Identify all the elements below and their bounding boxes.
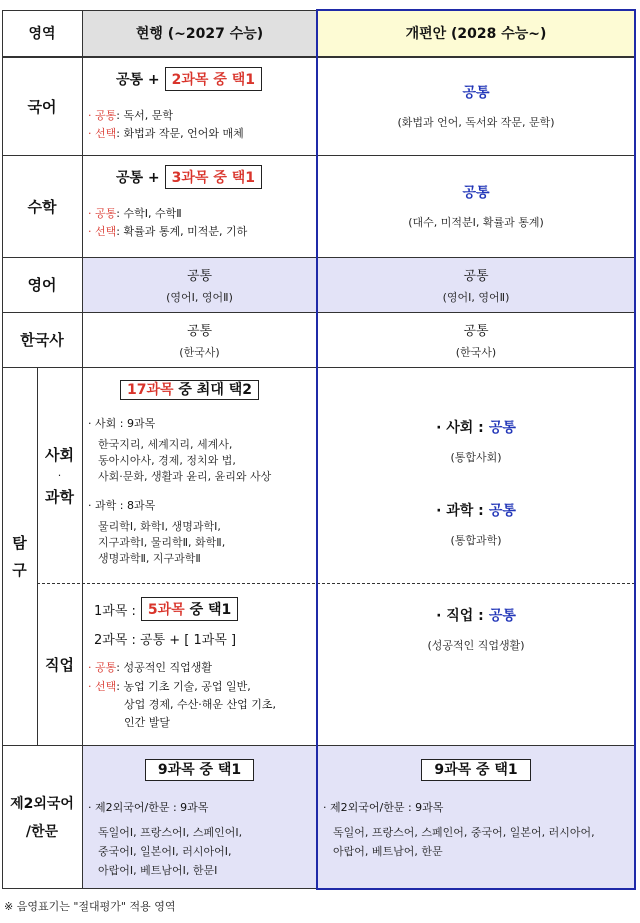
- foreign-cur-list: 독일어Ⅰ, 프랑스어Ⅰ, 스페인어Ⅰ, 중국어Ⅰ, 일본어Ⅰ, 러시아어Ⅰ, 아랍어Ⅰ, 베트남어Ⅰ, 한문Ⅰ: [98, 826, 243, 877]
- area-math-label: 수학: [27, 197, 57, 216]
- math-new-title: 공통: [462, 185, 490, 201]
- area-foreign-line1: 제2외국어: [10, 795, 74, 812]
- korean-cur-prefix: 공통 +: [116, 72, 160, 88]
- foreign-current: [82, 745, 317, 888]
- voc-line2: 2과목 : 공통 + [ 1과목 ]: [94, 633, 237, 648]
- header-area: [2, 10, 82, 56]
- math-current: [82, 155, 317, 257]
- english-reform: [317, 257, 635, 312]
- english-cur-sub: (영어Ⅰ, 영어Ⅱ): [166, 290, 233, 304]
- inquiry-socsci-current: [82, 367, 317, 583]
- area-foreign-line2: /한문: [25, 823, 59, 840]
- header-area-label: 영역: [28, 26, 56, 42]
- math-new-sub: (대수, 미적분Ⅰ, 확률과 통계): [408, 216, 544, 229]
- english-new-sub: (영어Ⅰ, 영어Ⅱ): [442, 290, 510, 304]
- social-head: · 사회 : 9과목: [88, 417, 156, 430]
- math-cur-choice-box: 3과목 중 택1: [165, 165, 262, 189]
- korean-cur-choice-box: 2과목 중 택1: [165, 67, 262, 91]
- voc-select-line2: 상업 경제, 수산·해운 산업 기초,: [124, 698, 276, 711]
- korean-cur-common: · 공통: 독서, 문학: [88, 109, 173, 122]
- foreign-new-head: · 제2외국어/한문 : 9과목: [323, 801, 444, 814]
- area-inquiry: [2, 367, 37, 745]
- korean-new-title: 공통: [462, 85, 490, 101]
- inquiry-voc-current: [82, 583, 317, 745]
- area-inquiry-line1: 탐: [12, 534, 27, 552]
- science-list: 물리학Ⅰ, 화학Ⅰ, 생명과학Ⅰ, 지구과학Ⅰ, 물리학Ⅱ, 화학Ⅱ, 생명과학Ⅱ, 지구과학Ⅱ: [98, 520, 226, 565]
- korean-reform: [317, 57, 635, 155]
- foreign-cur-head: · 제2외국어/한문 : 9과목: [88, 801, 209, 814]
- history-current: [82, 312, 317, 367]
- history-cur-title: 공통: [186, 323, 213, 339]
- inquiry-cur-choice-box: 17과목 중 최대 택2: [120, 380, 259, 400]
- english-current: [82, 257, 317, 312]
- area-history: [2, 312, 82, 367]
- foreign-new-list: 독일어, 프랑스어, 스페인어, 중국어, 일본어, 러시아어, 아랍어, 베트남어, 한문: [333, 826, 595, 858]
- area-korean-label: 국어: [27, 97, 57, 116]
- area-english-label: 영어: [27, 276, 57, 294]
- new-social: · 사회 : 공통 (통합사회): [436, 420, 516, 464]
- history-new-title: 공통: [463, 323, 489, 339]
- socsci-label-3: 과학: [45, 487, 74, 506]
- foreign-cur-choice-box: 9과목 중 택1: [145, 759, 254, 781]
- area-foreign: [2, 745, 82, 888]
- math-cur-select: · 선택: 확률과 통계, 미적분, 기하: [88, 225, 248, 238]
- history-cur-sub: (한국사): [179, 345, 220, 359]
- foreign-reform: [317, 745, 635, 888]
- socsci-label-1: 사회: [45, 445, 74, 464]
- inquiry-voc-reform: [317, 583, 635, 745]
- inquiry-socsci-reform: [317, 367, 635, 583]
- new-science: · 과학 : 공통 (통합과학): [436, 503, 516, 547]
- math-reform: [317, 155, 635, 257]
- new-vocational: · 직업 : 공통 (성공적인 직업생활): [427, 608, 525, 652]
- social-list: 한국지리, 세계지리, 세계사, 동아시아사, 경제, 정치와 법, 사회·문화, 생활과 윤리, 윤리와 사상: [98, 438, 272, 483]
- area-history-label: 한국사: [20, 331, 64, 349]
- history-reform: [317, 312, 635, 367]
- foreign-new-choice-box: 9과목 중 택1: [421, 759, 530, 781]
- area-vocational: [37, 583, 82, 745]
- area-inquiry-line2: 구: [12, 561, 27, 579]
- math-cur-prefix: 공통 +: [116, 170, 160, 186]
- voc-common: · 공통: 성공적인 직업생활: [88, 661, 212, 674]
- english-cur-title: 공통: [186, 268, 213, 284]
- voc-select-line3: 인간 발달: [124, 716, 171, 729]
- footnote: ※ 음영표기는 "절대평가" 적용 영역: [4, 900, 176, 913]
- korean-cur-select: · 선택: 화법과 작문, 언어와 매체: [88, 127, 244, 140]
- voc-select: · 선택: 농업 기초 기술, 공업 일반,: [88, 680, 251, 693]
- math-cur-common: · 공통: 수학Ⅰ, 수학Ⅱ: [88, 207, 182, 220]
- header-reform-label: 개편안 (2028 수능~): [405, 26, 547, 42]
- header-current-label: 현행 (~2027 수능): [135, 26, 264, 42]
- area-math: [2, 155, 82, 257]
- area-english: [2, 257, 82, 312]
- vocational-label: 직업: [45, 655, 74, 674]
- area-socsci: [37, 367, 82, 583]
- voc-line1: 1과목 : 5과목 중 택1: [94, 597, 238, 621]
- science-head: · 과학 : 8과목: [88, 499, 156, 512]
- header-current: [82, 10, 317, 56]
- area-korean: [2, 57, 82, 155]
- korean-current: [82, 57, 317, 155]
- history-new-sub: (한국사): [455, 345, 497, 359]
- socsci-label-2: ·: [57, 468, 62, 482]
- korean-new-sub: (화법과 언어, 독서와 작문, 문학): [397, 116, 555, 129]
- english-new-title: 공통: [463, 268, 489, 284]
